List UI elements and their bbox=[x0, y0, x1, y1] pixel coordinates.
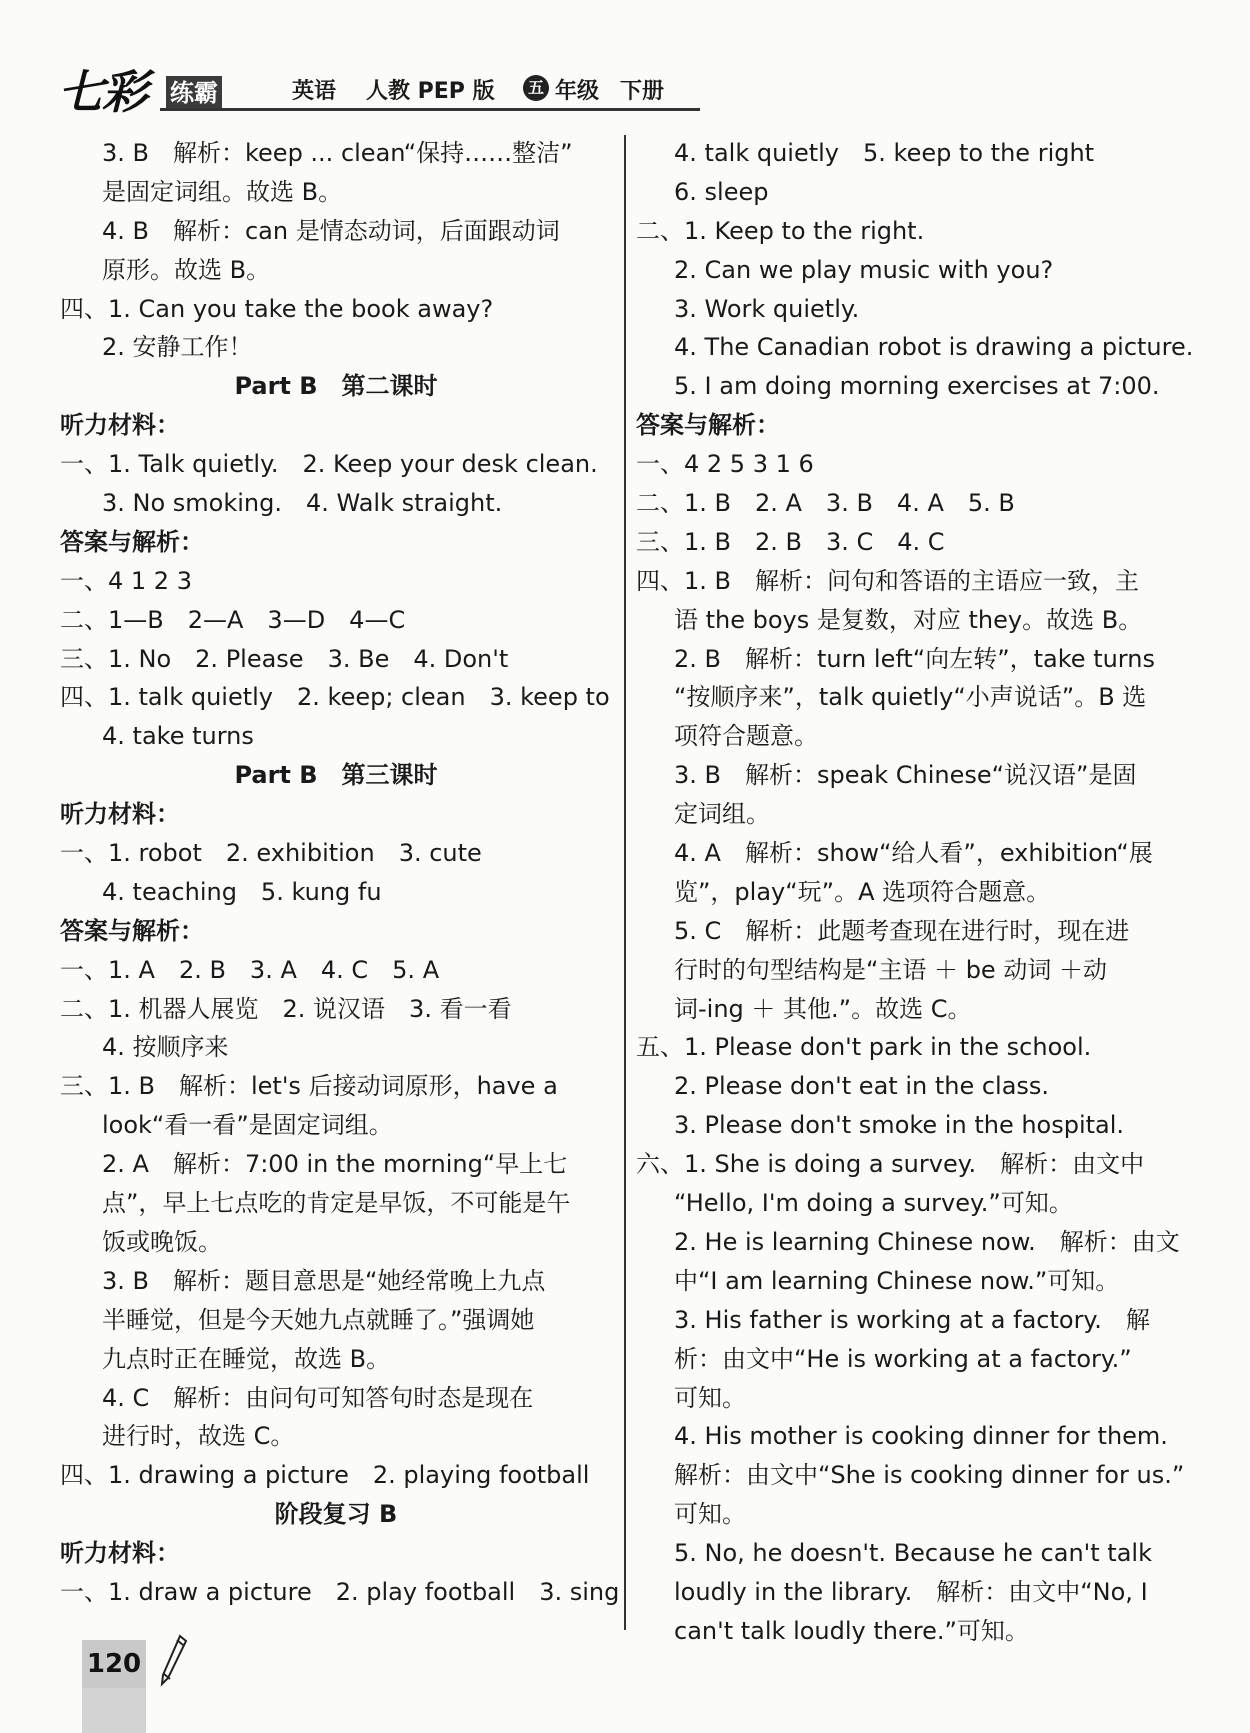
text-line: 4. take turns bbox=[102, 722, 254, 751]
text-line: 5. I am doing morning exercises at 7:00. bbox=[674, 372, 1160, 401]
text-line: 三、1. No 2. Please 3. Be 4. Don't bbox=[60, 644, 509, 673]
header-rule bbox=[160, 108, 700, 111]
pencil-icon bbox=[158, 1632, 188, 1692]
text-line: 饭或晚饭。 bbox=[102, 1227, 222, 1256]
section-heading: 听力材料： bbox=[60, 411, 180, 440]
text-line: 九点时正在睡觉，故选 B。 bbox=[102, 1344, 391, 1373]
text-line: 一、4 2 5 3 1 6 bbox=[636, 450, 814, 479]
text-line: 一、4 1 2 3 bbox=[60, 566, 192, 595]
header-volume: 下册 bbox=[620, 79, 665, 104]
text-line: look“看一看”是固定词组。 bbox=[102, 1111, 393, 1140]
text-line: 4. His mother is cooking dinner for them. bbox=[674, 1422, 1168, 1451]
header-edition: 人教 PEP 版 bbox=[366, 79, 495, 104]
text-line: “按顺序来”，talk quietly“小声说话”。B 选 bbox=[674, 683, 1147, 712]
section-heading: 答案与解析： bbox=[60, 527, 204, 556]
text-line: 一、1. draw a picture 2. play football 3. sing bbox=[60, 1577, 620, 1606]
text-line: 半睡觉，但是今天她九点就睡了。”强调她 bbox=[102, 1305, 535, 1334]
right-column bbox=[636, 134, 1194, 1651]
header-subject: 英语 bbox=[292, 79, 337, 104]
text-line: 4. The Canadian robot is drawing a picture. bbox=[674, 333, 1194, 362]
text-line: 二、1. Keep to the right. bbox=[636, 216, 925, 245]
page-number: 120 bbox=[82, 1640, 146, 1688]
text-line: 行时的句型结构是“主语 ＋ be 动词 ＋动 bbox=[674, 955, 1107, 984]
section-heading: 答案与解析： bbox=[60, 916, 204, 945]
grade-badge: 五 bbox=[523, 75, 549, 101]
text-line: 二、1. 机器人展览 2. 说汉语 3. 看一看 bbox=[60, 994, 512, 1023]
text-line: 是固定词组。故选 B。 bbox=[102, 177, 343, 206]
text-line: 一、1. Talk quietly. 2. Keep your desk clean. bbox=[60, 450, 598, 479]
text-line: 4. teaching 5. kung fu bbox=[102, 877, 382, 906]
text-line: 解析：由文中“She is cooking dinner for us.” bbox=[674, 1461, 1185, 1490]
text-line: 6. sleep bbox=[674, 177, 769, 206]
text-line: 四、1. drawing a picture 2. playing football bbox=[60, 1461, 590, 1490]
text-line: 3. His father is working at a factory. 解 bbox=[674, 1305, 1150, 1334]
text-line: 3. Please don't smoke in the hospital. bbox=[674, 1111, 1125, 1140]
text-line: 四、1. Can you take the book away? bbox=[60, 294, 494, 323]
text-line: 4. A 解析：show“给人看”，exhibition“展 bbox=[674, 839, 1153, 868]
text-line: 词-ing ＋ 其他.”。故选 C。 bbox=[674, 994, 972, 1023]
text-line: 览”，play“玩”。A 选项符合题意。 bbox=[674, 877, 1051, 906]
text-line: 3. B 解析：speak Chinese“说汉语”是固 bbox=[674, 761, 1137, 790]
text-line: 项符合题意。 bbox=[674, 722, 818, 751]
text-line: 3. Work quietly. bbox=[674, 294, 860, 323]
text-line: 4. B 解析：can 是情态动词，后面跟动词 bbox=[102, 216, 560, 245]
section-heading: 答案与解析： bbox=[636, 411, 780, 440]
section-heading: 听力材料： bbox=[60, 800, 180, 829]
text-line: 二、1—B 2—A 3—D 4—C bbox=[60, 605, 406, 634]
text-line: 可知。 bbox=[674, 1500, 746, 1529]
text-line: 4. C 解析：由问句可知答句时态是现在 bbox=[102, 1383, 534, 1412]
brand-logo-box: 练霸 bbox=[166, 76, 222, 110]
text-line: loudly in the library. 解析：由文中“No, I bbox=[674, 1577, 1148, 1606]
text-line: 定词组。 bbox=[674, 800, 770, 829]
text-line: 中“I am learning Chinese now.”可知。 bbox=[674, 1266, 1120, 1295]
text-line: 5. No, he doesn't. Because he can't talk bbox=[674, 1539, 1152, 1568]
text-line: 点”，早上七点吃的肯定是早饭，不可能是午 bbox=[102, 1189, 571, 1218]
text-line: 三、1. B 解析：let's 后接动词原形，have a bbox=[60, 1072, 558, 1101]
text-line: 析：由文中“He is working at a factory.” bbox=[674, 1344, 1132, 1373]
text-line: 进行时，故选 C。 bbox=[102, 1422, 295, 1451]
brand-logo: 七彩 bbox=[58, 65, 146, 119]
text-line: 一、1. A 2. B 3. A 4. C 5. A bbox=[60, 955, 440, 984]
section-heading: 听力材料： bbox=[60, 1539, 180, 1568]
text-line: 3. B 解析：keep ... clean“保持……整洁” bbox=[102, 139, 573, 167]
left-column bbox=[60, 134, 620, 1612]
text-line: 2. B 解析：turn left“向左转”，take turns bbox=[674, 644, 1155, 673]
text-line: 二、1. B 2. A 3. B 4. A 5. B bbox=[636, 489, 1015, 518]
text-line: 原形。故选 B。 bbox=[102, 255, 271, 284]
text-line: 三、1. B 2. B 3. C 4. C bbox=[636, 527, 945, 556]
text-line: 4. talk quietly 5. keep to the right bbox=[674, 139, 1095, 167]
text-line: can't talk loudly there.”可知。 bbox=[674, 1616, 1029, 1645]
page-header bbox=[0, 0, 1250, 125]
column-divider bbox=[624, 135, 626, 1630]
text-line: 2. Can we play music with you? bbox=[674, 255, 1054, 284]
text-line: 2. He is learning Chinese now. 解析：由文 bbox=[674, 1227, 1180, 1256]
text-line: 五、1. Please don't park in the school. bbox=[636, 1033, 1092, 1062]
text-line: 可知。 bbox=[674, 1383, 746, 1412]
header-grade: 年级 bbox=[555, 79, 600, 104]
text-line: 2. A 解析：7:00 in the morning“早上七 bbox=[102, 1150, 568, 1179]
section-title: Part B 第三课时 bbox=[234, 761, 438, 790]
section-title: Part B 第二课时 bbox=[234, 372, 438, 401]
text-line: 2. 安静工作！ bbox=[102, 333, 253, 362]
text-line: 四、1. B 解析：问句和答语的主语应一致，主 bbox=[636, 566, 1139, 595]
text-line: 3. No smoking. 4. Walk straight. bbox=[102, 489, 503, 518]
text-line: “Hello, I'm doing a survey.”可知。 bbox=[674, 1189, 1073, 1218]
text-line: 六、1. She is doing a survey. 解析：由文中 bbox=[636, 1150, 1145, 1179]
text-line: 3. B 解析：题目意思是“她经常晚上九点 bbox=[102, 1266, 546, 1295]
text-line: 四、1. talk quietly 2. keep; clean 3. keep to bbox=[60, 683, 610, 712]
footer-band bbox=[82, 1688, 146, 1733]
section-title: 阶段复习 B bbox=[274, 1500, 398, 1529]
text-line: 2. Please don't eat in the class. bbox=[674, 1072, 1050, 1101]
text-line: 5. C 解析：此题考查现在进行时，现在进 bbox=[674, 916, 1130, 945]
text-line: 一、1. robot 2. exhibition 3. cute bbox=[60, 839, 482, 868]
text-line: 4. 按顺序来 bbox=[102, 1033, 229, 1062]
text-line: 语 the boys 是复数，对应 they。故选 B。 bbox=[674, 605, 1143, 634]
